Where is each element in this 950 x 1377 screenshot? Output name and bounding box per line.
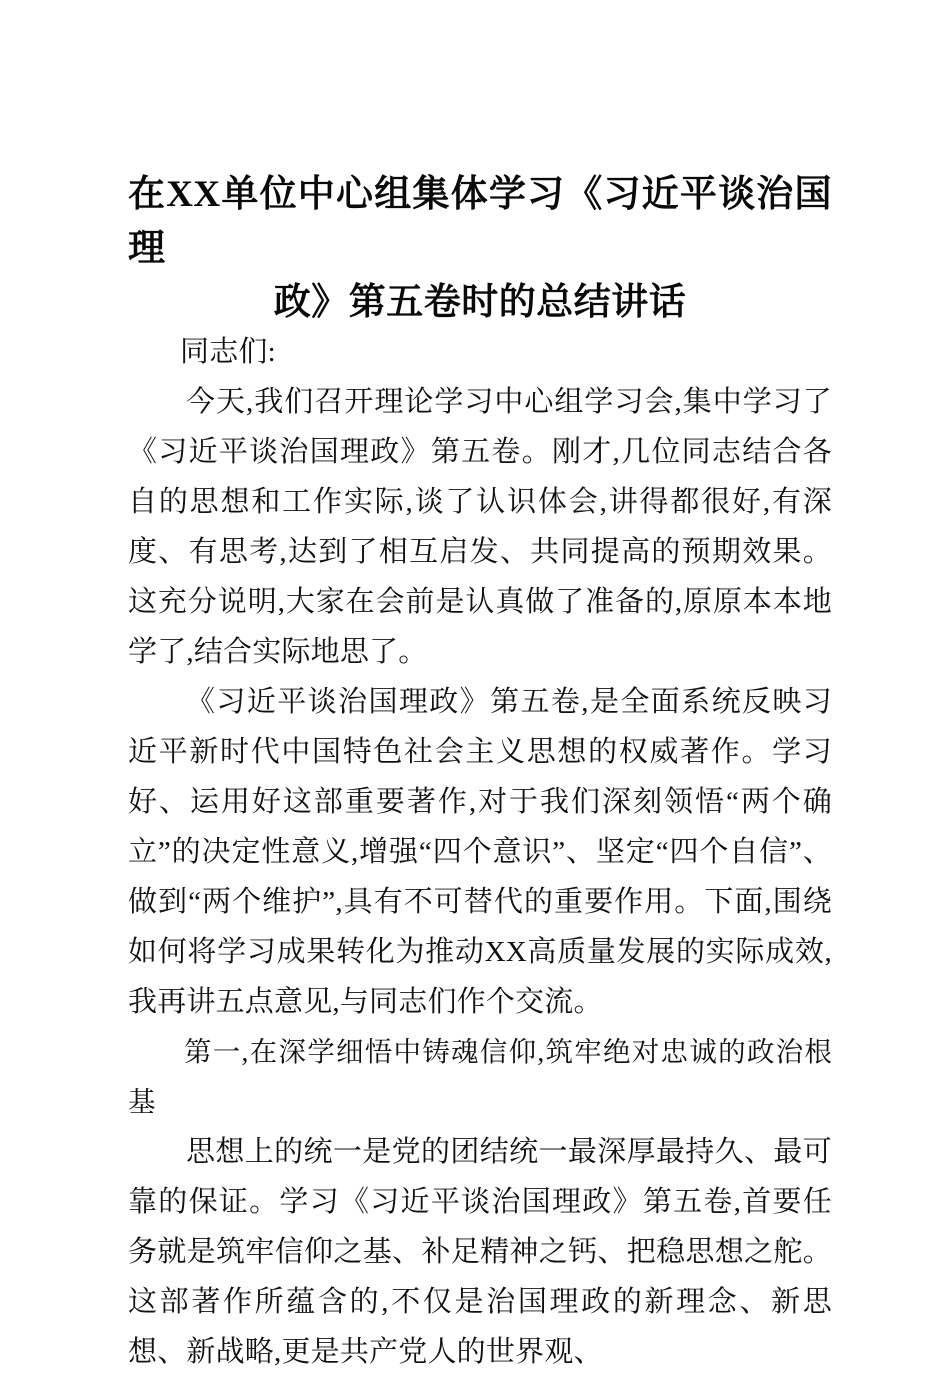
section-heading-first: 第一,在深学细悟中铸魂信仰,筑牢绝对忠诚的政治根基 <box>128 1036 832 1117</box>
document-title <box>128 168 832 330</box>
document-body <box>128 327 832 1377</box>
body-paragraph-3: 思想上的统一是党的团结统一最深厚最持久、最可靠的保证。学习《习近平谈治国理政》第五卷,首要任务就是筑牢信仰之基、补足精神之钙、把稳思想之舵。这部著作所蕴含的,不仅是治国理政的新理念、新思想、新战略,更是共产党人的世界观、 <box>128 1136 832 1368</box>
body-paragraph-2: 《习近平谈治国理政》第五卷,是全面系统反映习近平新时代中国特色社会主义思想的权威著作。学习好、运用好这部重要著作,对于我们深刻领悟“两个确立”的决定性意义,增强“四个意识”、坚定“四个自信”、做到“两个维护”,具有不可替代的重要作用。下面,围绕如何将学习成果转化为推动XX高质量发展的实际成效,我再讲五点意见,与同志们作个交流。 <box>128 686 832 1018</box>
salutation-line: 同志们: <box>180 336 276 368</box>
document-title-line-1: 在XX单位中心组集体学习《习近平谈治国理 <box>128 174 832 269</box>
body-paragraph-1: 今天,我们召开理论学习中心组学习会,集中学习了《习近平谈治国理政》第五卷。刚才,几位同志结合各自的思想和工作实际,谈了认识体会,讲得都很好,有深度、有思考,达到了相互启发、共同提高的预期效果。这充分说明,大家在会前是认真做了准备的,原原本本地学了,结合实际地思了。 <box>128 386 832 668</box>
document-title-line-2: 政》第五卷时的总结讲话 <box>273 282 687 323</box>
